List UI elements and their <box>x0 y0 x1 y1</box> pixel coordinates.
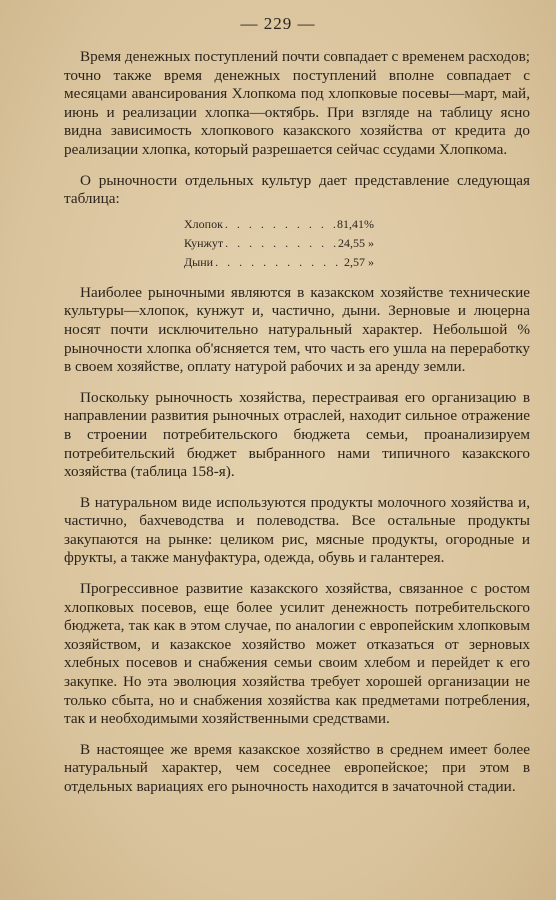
leader-dots <box>213 253 344 272</box>
paragraph: Поскольку рыночность хозяйства, перестраивая его организацию в направлении развития рыночных отраслей, находит сильное отражение в строении потребительского бюджета семьи, проанализируем потребительский бюджет выбранного нами типичного казакского хозяйства (таблица 158-я). <box>64 388 530 481</box>
table-row-label: Кунжут <box>184 235 224 250</box>
table-row-label: Дыни <box>184 254 214 269</box>
table-row <box>184 253 374 272</box>
leader-dots <box>223 234 338 253</box>
paragraph: О рыночности отдельных культур дает представление следующая таблица: <box>64 171 530 208</box>
leader-dots <box>223 215 337 234</box>
market-share-table <box>184 215 530 272</box>
paragraph: Прогрессивное развитие казакского хозяйства, связанное с ростом хлопковых посевов, еще более усилит денежность потребительского бюджета, так как в этом случае, по аналогии с европейским хлопковым хозяйством, и казакское хозяйство может отказаться от зерновых хлебных посевов и снабжения семьи своим хлебом и перейдет к его закупке. Но эта эволюция хозяйства требует хорошей организации не только сбыта, но и снабжения хозяйства как предметами потребления, так и необходимыми хозяйственными средствами. <box>64 580 530 728</box>
table-row-value: 2,57 » <box>344 254 374 269</box>
paragraph: В натуральном виде используются продукты молочного хозяйства и, частично, бахчеводства и полеводства. Все остальные продукты закупаются на рынке: целиком рис, мясные продукты, огородные и фрукты, а также мануфактура, одежда, обувь и галантерея. <box>64 493 530 567</box>
page-text <box>64 48 530 809</box>
table-row <box>184 234 374 253</box>
page-number: — 229 — <box>240 14 316 33</box>
table-row <box>184 215 374 234</box>
paragraph: В настоящее же время казакское хозяйство в среднем имеет более натуральный характер, чем соседнее европейское; при этом в отдельных вариациях его рыночность находится в зачаточной стадии. <box>64 740 530 795</box>
table-row-label: Хлопок <box>184 216 223 231</box>
table-row-value: 24,55 » <box>338 235 374 250</box>
table-row-value: 81,41% <box>337 216 374 231</box>
paragraph: Время денежных поступлений почти совпадает с временем расходов; точно также время денежных поступлений вполне совпадает с месяцами авансирования Хлопкома под хлопковые посевы—март, май, июнь и реализации хлопка—октябрь. При взгляде на таблицу ясно видна зависимость хлопкового казакского хозяйства от кредита до реализации хлопка, который разрешается сейчас ссудами Хлопкома. <box>64 48 530 158</box>
paragraph: Наиболее рыночными являются в казакском хозяйстве технические культуры—хлопок, кунжут и, частично, дыни. Зерновые и люцерна носят почти исключительно натуральный характер. Небольшой % рыночности хлопка об'ясняется тем, что часть его ушла на переработку в своем хозяйстве, оплату натурой рабочих и за аренду земли. <box>64 283 530 376</box>
